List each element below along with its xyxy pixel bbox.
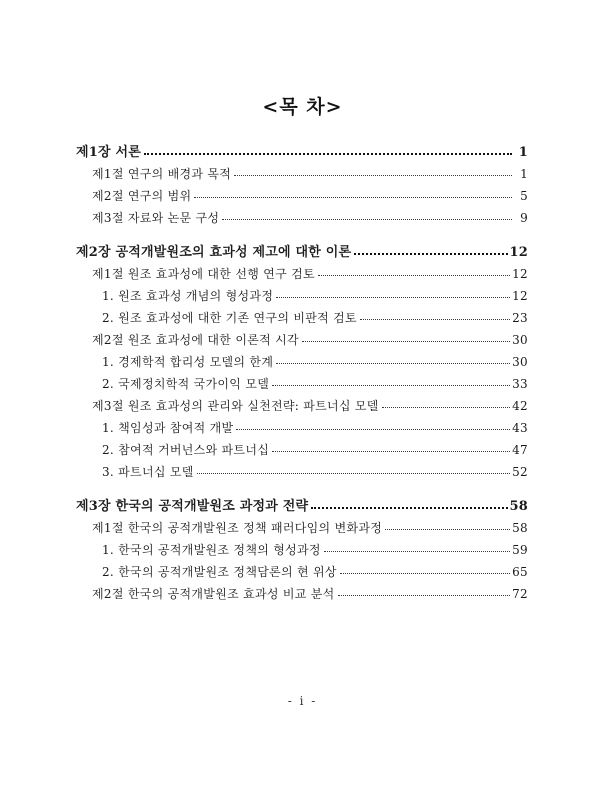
toc-leader-dots (234, 168, 512, 180)
toc-entry-item[interactable] (102, 466, 528, 478)
toc-entry-section[interactable] (92, 522, 528, 534)
toc-entry-page-number: 30 (512, 355, 528, 369)
toc-entry-page-number: 52 (512, 465, 528, 479)
toc-entry-label: 제3절 원조 효과성의 관리와 실천전략: 파트너십 모델 (92, 399, 379, 413)
toc-entry-page-number: 59 (512, 543, 528, 557)
toc-entry-page-number: 33 (512, 377, 528, 391)
toc-entry-label: 2. 한국의 공적개발원조 정책담론의 현 위상 (102, 565, 337, 579)
toc-entry-page-number: 12 (512, 289, 528, 303)
toc-entry-section[interactable] (92, 212, 528, 224)
toc-entry-page-number: 47 (512, 443, 528, 457)
toc-entry-page-number: 42 (512, 399, 528, 413)
toc-entry-section[interactable] (92, 168, 528, 180)
toc-leader-dots (318, 268, 510, 280)
toc-entry-section[interactable] (92, 588, 528, 600)
footer-page-number: - i - (287, 694, 318, 708)
toc-entry-page-number: 12 (509, 245, 528, 260)
toc-entry-item[interactable] (102, 356, 528, 368)
toc-entry-page-number: 58 (509, 499, 528, 514)
toc-entry-label: 제1절 원조 효과성에 대한 선행 연구 검토 (92, 267, 315, 281)
toc-leader-dots (385, 522, 510, 534)
toc-entry-label: 제2절 한국의 공적개발원조 효과성 비교 분석 (92, 587, 335, 601)
toc-entry-label: 2. 국제정치학적 국가이익 모델 (102, 377, 270, 391)
toc-entry-item[interactable] (102, 422, 528, 434)
toc-entry-label: 1. 경제학적 합리성 모델의 한계 (102, 355, 274, 369)
toc-entry-label: 3. 파트너십 모델 (102, 465, 194, 479)
toc-entry-label: 1. 책임성과 참여적 개발 (102, 421, 234, 435)
toc-entry-page-number: 12 (512, 267, 528, 281)
toc-leader-dots (324, 544, 510, 556)
toc-entry-label: 제1절 연구의 배경과 목적 (92, 167, 232, 181)
toc-entry-item[interactable] (102, 312, 528, 324)
toc-entry-item[interactable] (102, 378, 528, 390)
toc-entry-page-number: 9 (520, 211, 528, 225)
toc-entry-label: 제3장 한국의 공적개발원조 과정과 전략 (76, 499, 309, 514)
toc-entry-page-number: 72 (512, 587, 528, 601)
toc-entry-page-number: 1 (518, 145, 528, 160)
toc-leader-dots (144, 146, 512, 159)
toc-entry-section[interactable] (92, 268, 528, 280)
toc-leader-dots (340, 566, 510, 578)
toc-entry-page-number: 1 (520, 167, 528, 181)
toc-entry-page-number: 30 (512, 333, 528, 347)
toc-entry-item[interactable] (102, 444, 528, 456)
toc-leader-dots (236, 422, 510, 434)
toc-entry-page-number: 43 (512, 421, 528, 435)
toc-leader-dots (382, 400, 510, 412)
toc-entry-label: 제1절 한국의 공적개발원조 정책 패러다임의 변화과정 (92, 521, 383, 535)
toc-entry-label: 제3절 자료와 논문 구성 (92, 211, 220, 225)
toc-entry-label: 2. 원조 효과성에 대한 기존 연구의 비판적 검토 (102, 311, 357, 325)
toc-entry-section[interactable] (92, 190, 528, 202)
toc-leader-dots (276, 356, 510, 368)
toc-entry-label: 2. 참여적 거버넌스와 파트너십 (102, 443, 270, 457)
toc-leader-dots (194, 190, 512, 202)
toc-entry-item[interactable] (102, 566, 528, 578)
toc-entry-label: 1. 원조 효과성 개념의 형성과정 (102, 289, 274, 303)
toc-entry-chapter[interactable] (76, 500, 528, 513)
toc-entry-item[interactable] (102, 290, 528, 302)
toc-leader-dots (197, 466, 510, 478)
toc-entry-section[interactable] (92, 400, 528, 412)
toc-entry-label: 제2절 연구의 범위 (92, 189, 192, 203)
toc-leader-dots (311, 500, 507, 513)
toc-entry-page-number: 5 (520, 189, 528, 203)
toc-entry-label: 제2장 공적개발원조의 효과성 제고에 대한 이론 (76, 245, 352, 260)
toc-entry-section[interactable] (92, 334, 528, 346)
toc-leader-dots (222, 212, 512, 224)
toc-entry-label: 1. 한국의 공적개발원조 정책의 형성과정 (102, 543, 321, 557)
toc-leader-dots (360, 312, 510, 324)
toc-leader-dots (354, 246, 507, 259)
toc-entry-page-number: 58 (512, 521, 528, 535)
toc-list (76, 146, 528, 610)
toc-entry-item[interactable] (102, 544, 528, 556)
toc-entry-page-number: 65 (512, 565, 528, 579)
toc-entry-label: 제1장 서론 (76, 145, 142, 160)
toc-entry-chapter[interactable] (76, 146, 528, 159)
toc-leader-dots (302, 334, 510, 346)
toc-leader-dots (272, 378, 510, 390)
toc-leader-dots (338, 588, 511, 600)
toc-entry-chapter[interactable] (76, 246, 528, 259)
toc-entry-page-number: 23 (512, 311, 528, 325)
toc-entry-label: 제2절 원조 효과성에 대한 이론적 시각 (92, 333, 299, 347)
toc-leader-dots (272, 444, 510, 456)
page-title: <목 차> (262, 96, 343, 118)
toc-leader-dots (276, 290, 510, 302)
